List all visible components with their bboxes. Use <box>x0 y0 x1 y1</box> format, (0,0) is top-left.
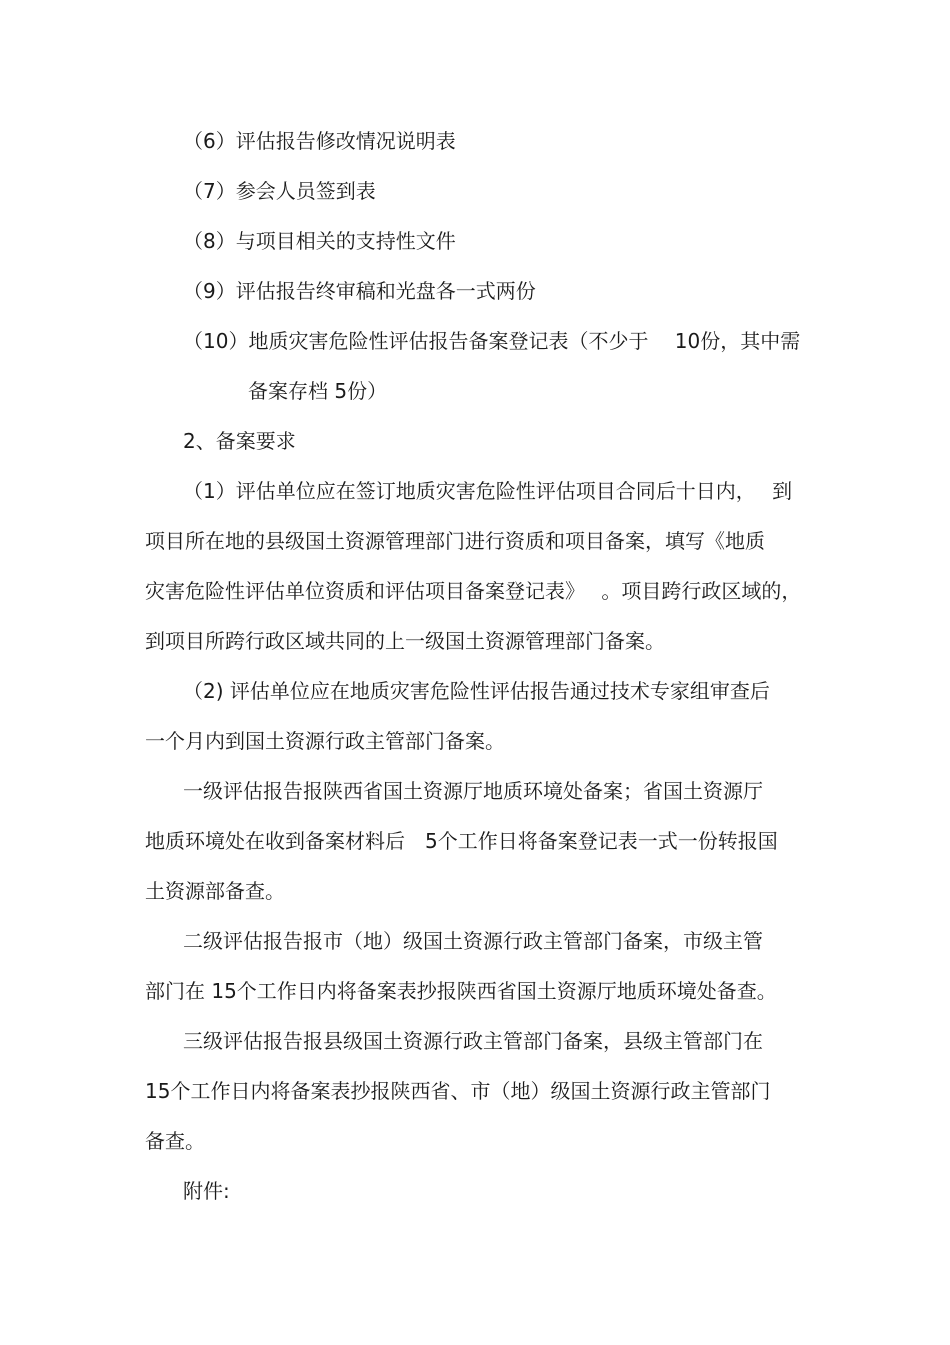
paragraph-line: 部门在 15个工作日内将备案表抄报陕西省国土资源厅地质环境处备查。 <box>145 979 777 1003</box>
paragraph-line: （1）评估单位应在签订地质灾害危险性评估项目合同后十日内， 到 <box>183 479 793 503</box>
paragraph-line: 二级评估报告报市（地）级国土资源行政主管部门备案，市级主管 <box>183 929 763 953</box>
attachment-label: 附件: <box>183 1179 230 1203</box>
paragraph-line: 15个工作日内将备案表抄报陕西省、市（地）级国土资源行政主管部门 <box>145 1079 771 1103</box>
paragraph-line: 一级评估报告报陕西省国土资源厅地质环境处备案；省国土资源厅 <box>183 779 763 803</box>
paragraph-line: 三级评估报告报县级国土资源行政主管部门备案，县级主管部门在 <box>183 1029 763 1053</box>
list-item-10-continued: 备案存档 5份） <box>248 379 388 403</box>
paragraph-line: 到项目所跨行政区域共同的上一级国土资源管理部门备案。 <box>145 629 665 653</box>
paragraph-line: 土资源部备查。 <box>145 879 285 903</box>
paragraph-line: 项目所在地的县级国土资源管理部门进行资质和项目备案，填写《地质 <box>145 529 765 553</box>
paragraph-line: 一个月内到国土资源行政主管部门备案。 <box>145 729 505 753</box>
paragraph-line: （2) 评估单位应在地质灾害危险性评估报告通过技术专家组审查后 <box>183 679 770 703</box>
list-item-6: （6）评估报告修改情况说明表 <box>183 129 456 153</box>
list-item-8: （8）与项目相关的支持性文件 <box>183 229 456 253</box>
paragraph-line: 备查。 <box>145 1129 205 1153</box>
section-heading: 2、备案要求 <box>183 429 296 453</box>
paragraph-line: 灾害危险性评估单位资质和评估项目备案登记表》 。项目跨行政区域的， <box>145 579 802 603</box>
paragraph-line: 地质环境处在收到备案材料后 5个工作日将备案登记表一式一份转报国 <box>145 829 778 853</box>
list-item-10: （10）地质灾害危险性评估报告备案登记表（不少于 10份，其中需 <box>183 329 801 353</box>
list-item-9: （9）评估报告终审稿和光盘各一式两份 <box>183 279 536 303</box>
list-item-7: （7）参会人员签到表 <box>183 179 376 203</box>
